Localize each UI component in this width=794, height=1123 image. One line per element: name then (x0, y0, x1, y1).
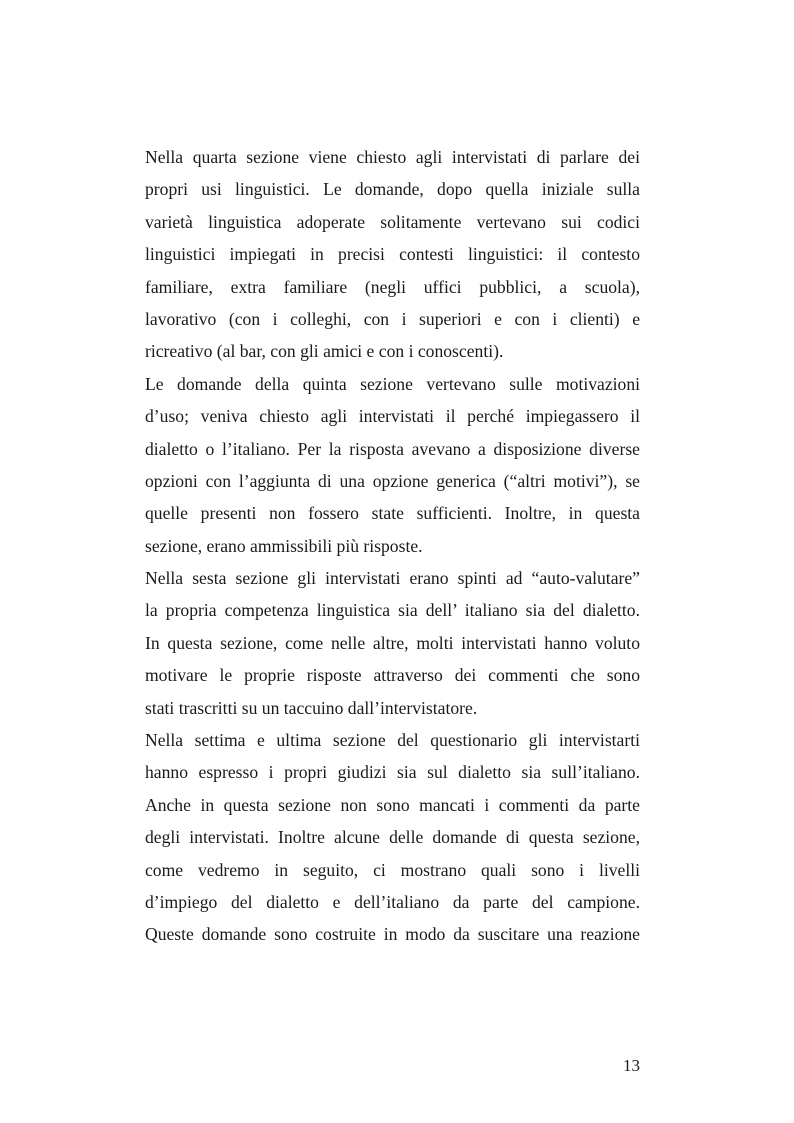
text-line: Le domande della quinta sezione vertevano sulle motivazioni (145, 373, 640, 394)
body-text (145, 141, 640, 951)
text-line: sezione, erano ammissibili più risposte. (145, 535, 423, 556)
text-line: hanno espresso i propri giudizi sia sul dialetto sia sull’italiano. (145, 762, 640, 783)
text-line: opzioni con l’aggiunta di una opzione generica (“altri motivi”), se (145, 470, 640, 491)
text-line: Queste domande sono costruite in modo da suscitare una reazione (145, 924, 640, 945)
text-line: d’impiego del dialetto e dell’italiano da parte del campione. (145, 891, 640, 912)
text-line: lavorativo (con i colleghi, con i superiori e con i clienti) e (145, 308, 640, 329)
text-line: Nella settima e ultima sezione del questionario gli intervistarti (145, 730, 640, 751)
paragraph-section-6 (145, 562, 640, 724)
text-line: linguistici impiegati in precisi contesti linguistici: il contesto (145, 244, 640, 265)
text-line: Anche in questa sezione non sono mancati i commenti da parte (145, 794, 640, 815)
text-line: dialetto o l’italiano. Per la risposta avevano a disposizione diverse (145, 438, 640, 459)
text-line: varietà linguistica adoperate solitamente vertevano sui codici (145, 211, 640, 232)
text-line: Nella quarta sezione viene chiesto agli intervistati di parlare dei (145, 147, 640, 167)
text-line: come vedremo in seguito, ci mostrano quali sono i livelli (145, 859, 640, 880)
paragraph-section-5 (145, 368, 640, 562)
text-line: d’uso; veniva chiesto agli intervistati il perché impiegassero il (145, 406, 640, 427)
text-line: stati trascritti su un taccuino dall’intervistatore. (145, 697, 478, 718)
paragraph-section-7 (145, 724, 640, 951)
text-line: motivare le proprie risposte attraverso dei commenti che sono (145, 665, 640, 686)
text-line: degli intervistati. Inoltre alcune delle domande di questa sezione, (145, 827, 640, 848)
text-line: la propria competenza linguistica sia dell’ italiano sia del dialetto. (145, 600, 640, 621)
text-line: In questa sezione, come nelle altre, molti intervistati hanno voluto (145, 632, 640, 653)
text-line: ricreativo (al bar, con gli amici e con i conoscenti). (145, 341, 504, 362)
text-line: quelle presenti non fossero state sufficienti. Inoltre, in questa (145, 503, 640, 524)
text-line: Nella sesta sezione gli intervistati erano spinti ad “auto-valutare” (145, 568, 640, 589)
paragraph-section-4 (145, 141, 640, 368)
text-line: familiare, extra familiare (negli uffici pubblici, a scuola), (145, 276, 640, 297)
page-number: 13 (623, 1056, 640, 1075)
text-line: propri usi linguistici. Le domande, dopo quella iniziale sulla (145, 179, 640, 200)
